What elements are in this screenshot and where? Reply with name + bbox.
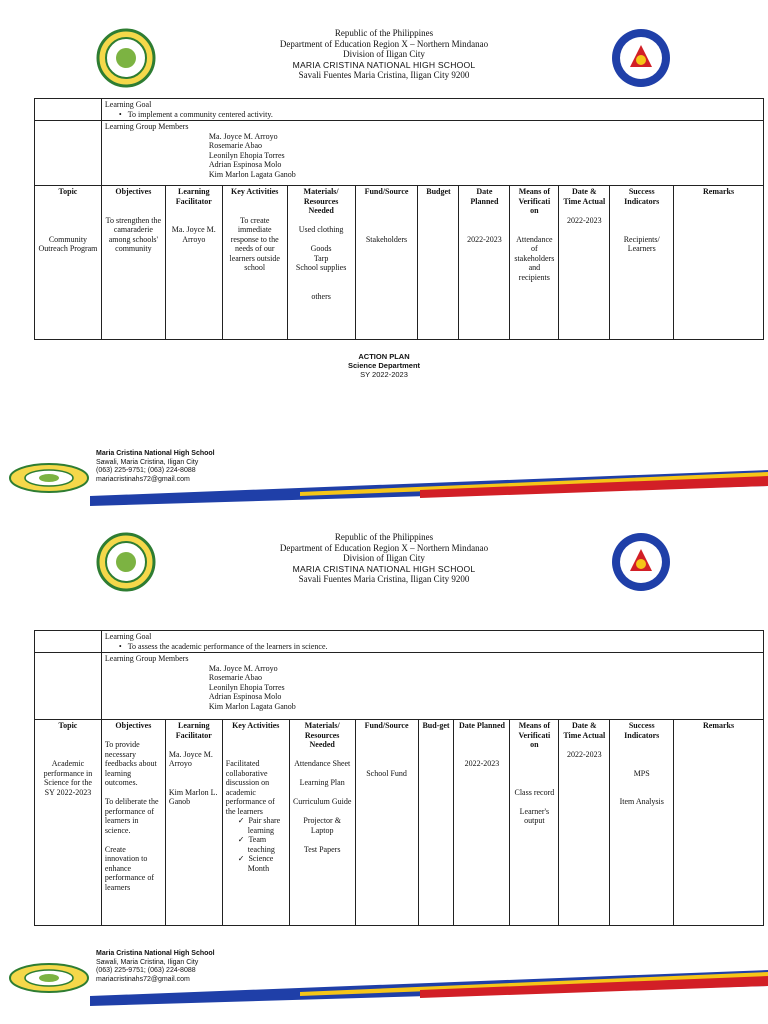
footer-school-name: Maria Cristina National High School bbox=[96, 450, 215, 457]
activities-value: To create immediate response to the needs of our learners outside school bbox=[229, 215, 280, 272]
header-line-deped: Department of Education Region X – Northern Mindanao bbox=[279, 542, 489, 553]
objective-item: Create innovation to enhance performance of learners bbox=[104, 844, 154, 892]
cell-remarks bbox=[674, 186, 764, 340]
col-materials: Materials/ Resources Needed bbox=[304, 721, 340, 749]
header-row bbox=[35, 720, 764, 926]
header-line-republic: Republic of the Philippines bbox=[334, 532, 434, 542]
col-budget: Budget bbox=[426, 187, 451, 196]
success-value: Recipients/ Learners bbox=[623, 234, 660, 253]
material-item: Used clothing bbox=[298, 225, 344, 234]
cell-materials bbox=[289, 720, 355, 926]
cell-objectives bbox=[101, 720, 165, 926]
material-item: Projector & Laptop bbox=[303, 816, 341, 835]
goal-text: • To implement a community centered activity. bbox=[105, 110, 760, 120]
activity-check: ✓ Science Month bbox=[226, 854, 286, 873]
col-objectives: Objectives bbox=[115, 721, 152, 730]
member-name: Leonilyn Ehopia Torres bbox=[208, 150, 285, 160]
goal-label: Learning Goal bbox=[104, 100, 152, 109]
topic-value: Community Outreach Program bbox=[38, 234, 98, 253]
col-fund: Fund/Source bbox=[364, 187, 409, 196]
members-row bbox=[35, 121, 764, 186]
member-name: Leonilyn Ehopia Torres bbox=[208, 682, 285, 692]
header-school-name: MARIA CRISTINA NATIONAL HIGH SCHOOL bbox=[292, 563, 476, 574]
col-success: Success Indicators bbox=[624, 187, 660, 206]
date-actual-value: 2022-2023 bbox=[566, 749, 602, 759]
footer bbox=[0, 450, 768, 510]
facilitator-value: Kim Marlon L. Ganob bbox=[168, 787, 218, 806]
members-row bbox=[35, 653, 764, 720]
letterhead bbox=[0, 532, 768, 585]
success-value: Item Analysis bbox=[619, 797, 664, 806]
objective-item: To deliberate the performance of learners in science. bbox=[104, 797, 159, 835]
cell-success bbox=[610, 720, 674, 926]
cell-remarks bbox=[674, 720, 764, 926]
member-name: Kim Marlon Lagata Ganob bbox=[208, 169, 296, 179]
material-item: Test Papers bbox=[303, 844, 341, 854]
cell-topic bbox=[35, 186, 102, 340]
col-remarks: Remarks bbox=[703, 721, 735, 730]
topic-value: Academic performance in Science for the SY 2022-2023 bbox=[43, 759, 93, 797]
footer-stripes bbox=[0, 450, 768, 510]
success-value: MPS bbox=[633, 768, 650, 778]
header-line-republic: Republic of the Philippines bbox=[334, 28, 434, 38]
members-list bbox=[105, 132, 760, 180]
cell-fund bbox=[355, 720, 418, 926]
col-date-actual: Date & Time Actual bbox=[563, 187, 606, 206]
action-plan-table-1 bbox=[34, 98, 764, 340]
goal-label: Learning Goal bbox=[104, 632, 152, 641]
cell-activities bbox=[222, 720, 289, 926]
cell-date-planned bbox=[454, 720, 510, 926]
cell-facilitator bbox=[165, 720, 222, 926]
objectives-value: To strengthen the camaraderie among schools' community bbox=[105, 215, 162, 253]
member-name: Adrian Espinosa Molo bbox=[208, 160, 282, 169]
material-item: School supplies bbox=[295, 263, 347, 272]
action-plan-heading: ACTION PLAN bbox=[358, 352, 410, 361]
date-planned-value: 2022-2023 bbox=[464, 759, 500, 768]
footer-phone: (063) 225-9751; (063) 224-8088 bbox=[96, 467, 196, 474]
cell-date-planned bbox=[459, 186, 510, 340]
facilitator-value: Ma. Joyce M. Arroyo bbox=[171, 225, 216, 244]
cell-topic bbox=[35, 720, 102, 926]
col-topic: Topic bbox=[58, 721, 78, 730]
col-topic: Topic bbox=[58, 187, 78, 196]
facilitator-value: Ma. Joyce M. Arroyo bbox=[168, 749, 213, 768]
goal-row bbox=[35, 631, 764, 653]
material-item: Tarp bbox=[313, 253, 329, 263]
footer-email: mariacristinahs72@gmail.com bbox=[96, 475, 190, 483]
action-plan-sy: SY 2022-2023 bbox=[360, 370, 408, 379]
col-objectives: Objectives bbox=[115, 187, 152, 196]
header-row bbox=[35, 186, 764, 340]
members-label: Learning Group Members bbox=[104, 654, 189, 663]
goal-row bbox=[35, 99, 764, 121]
members-label: Learning Group Members bbox=[104, 122, 189, 131]
member-name: Kim Marlon Lagata Ganob bbox=[208, 701, 296, 711]
footer-school-name: Maria Cristina National High School bbox=[96, 950, 215, 957]
col-budget: Bud-get bbox=[422, 721, 450, 730]
footer-phone: (063) 225-9751; (063) 224-8088 bbox=[96, 967, 196, 974]
member-name: Ma. Joyce M. Arroyo bbox=[208, 663, 278, 673]
col-facilitator: Learning Facilitator bbox=[175, 721, 212, 740]
header-line-deped: Department of Education Region X – Northern Mindanao bbox=[279, 38, 489, 49]
member-name: Adrian Espinosa Molo bbox=[208, 692, 282, 701]
col-success: Success Indicators bbox=[624, 721, 660, 740]
footer-stripes bbox=[0, 950, 768, 1010]
footer-address-line: Sawali, Maria Cristina, Iligan City bbox=[96, 458, 199, 466]
header-school-name: MARIA CRISTINA NATIONAL HIGH SCHOOL bbox=[292, 59, 476, 70]
col-remarks: Remarks bbox=[703, 187, 735, 196]
col-activities: Key Activities bbox=[232, 721, 280, 730]
means-value: Attendance of stakeholders and recipients bbox=[514, 234, 555, 282]
material-item: Learning Plan bbox=[299, 778, 345, 787]
footer bbox=[0, 950, 768, 1010]
date-actual-value: 2022-2023 bbox=[566, 215, 602, 225]
activities-value: Facilitated collaborative discussion on academic performance of the learners bbox=[225, 759, 275, 816]
cell-means bbox=[510, 720, 559, 926]
col-materials: Materials/ Resources Needed bbox=[303, 187, 339, 215]
member-name: Rosemarie Abao bbox=[208, 141, 263, 150]
action-plan-title bbox=[0, 352, 768, 379]
col-means: Means of Verificati on bbox=[518, 721, 551, 749]
footer-email: mariacristinahs72@gmail.com bbox=[96, 975, 190, 983]
header-address: Savali Fuentes Maria Cristina, Iligan City 9200 bbox=[298, 70, 470, 80]
material-item: Curriculum Guide bbox=[292, 797, 352, 806]
date-planned-value: 2022-2023 bbox=[467, 234, 502, 244]
header-line-division: Division of Iligan City bbox=[343, 49, 425, 59]
means-value: Learner's output bbox=[519, 806, 550, 825]
col-means: Means of Verificati on bbox=[518, 187, 551, 215]
activity-check: ✓ Pair share learning bbox=[226, 816, 286, 835]
cell-facilitator bbox=[165, 186, 222, 340]
cell-fund bbox=[355, 186, 418, 340]
cell-budget bbox=[418, 186, 459, 340]
cell-materials bbox=[287, 186, 355, 340]
fund-value: Stakeholders bbox=[365, 234, 408, 244]
material-item: others bbox=[311, 291, 331, 301]
page-2 bbox=[0, 504, 768, 1016]
goal-text: • To assess the academic performance of the learners in science. bbox=[105, 642, 760, 652]
material-item: Attendance Sheet bbox=[294, 759, 351, 768]
col-facilitator: Learning Facilitator bbox=[175, 187, 212, 206]
activity-check: ✓ Team teaching bbox=[226, 835, 286, 854]
members-list bbox=[105, 664, 760, 712]
col-date-actual: Date & Time Actual bbox=[563, 721, 606, 740]
cell-activities bbox=[222, 186, 287, 340]
col-activities: Key Activities bbox=[231, 187, 279, 196]
col-date-planned: Date Planned bbox=[470, 187, 499, 206]
cell-date-actual bbox=[559, 720, 610, 926]
cell-date-actual bbox=[559, 186, 610, 340]
col-date-planned: Date Planned bbox=[458, 721, 505, 730]
cell-means bbox=[510, 186, 559, 340]
footer-address-line: Sawali, Maria Cristina, Iligan City bbox=[96, 958, 199, 966]
member-name: Rosemarie Abao bbox=[208, 673, 263, 682]
objective-item: To provide necessary feedbacks about learning outcomes. bbox=[104, 740, 157, 787]
cell-budget bbox=[418, 720, 454, 926]
material-item: Goods bbox=[310, 244, 332, 253]
action-plan-table-2 bbox=[34, 630, 764, 926]
action-plan-dept: Science Department bbox=[347, 361, 421, 370]
means-value: Class record bbox=[514, 787, 555, 797]
letterhead bbox=[0, 28, 768, 81]
col-fund: Fund/Source bbox=[364, 721, 409, 730]
cell-objectives bbox=[101, 186, 165, 340]
header-line-division: Division of Iligan City bbox=[343, 553, 425, 563]
fund-value: School Fund bbox=[366, 768, 407, 778]
member-name: Ma. Joyce M. Arroyo bbox=[208, 131, 278, 141]
cell-success bbox=[610, 186, 674, 340]
header-address: Savali Fuentes Maria Cristina, Iligan City 9200 bbox=[298, 574, 470, 584]
